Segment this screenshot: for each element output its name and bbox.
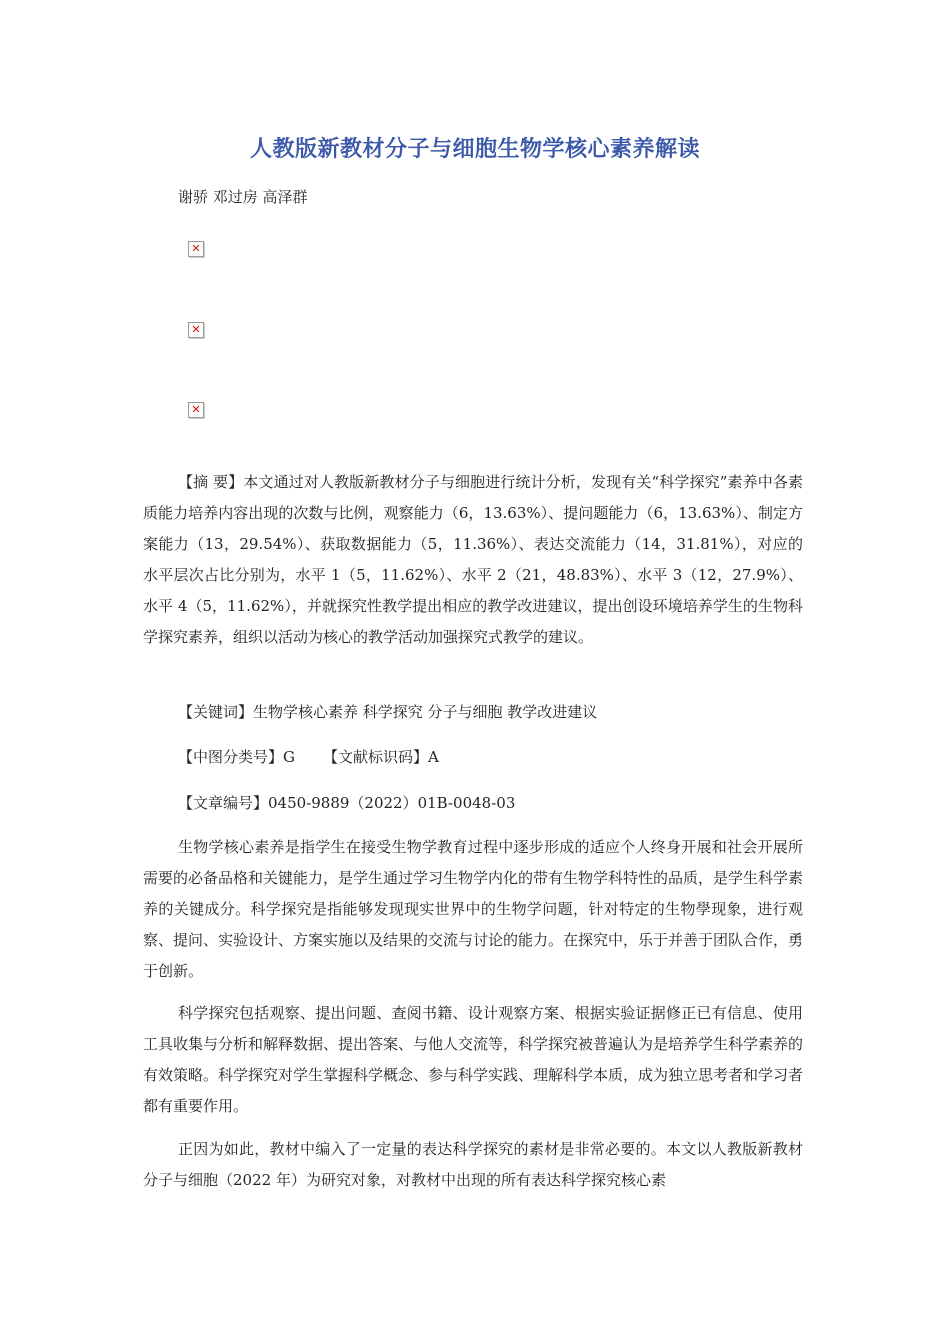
broken-image-icon (188, 322, 204, 338)
body-paragraph: 正因为如此，教材中编入了一定量的表达科学探究的素材是非常必要的。本文以人教版新教材分子与细胞（2022 年）为研究对象，对教材中出现的所有表达科学探究核心素 (143, 1140, 803, 1189)
body-paragraph: 科学探究包括观察、提出问题、查阅书籍、设计观察方案、根据实验证据修正已有信息、使用工具收集与分析和解释数据、提出答案、与他人交流等，科学探究被普遍认为是培养学生科学素养的有效策略。科学探究对学生掌握科学概念、参与科学实践、理解科学本质，成为独立思考者和学习者都有重要作用。 (143, 1004, 804, 1115)
document-code: 【文献标识码】A (322, 748, 439, 766)
clc-number: 【中图分类号】G (178, 748, 295, 766)
broken-image-icon (188, 402, 204, 418)
broken-image-glyph: ✕ (191, 323, 201, 336)
broken-image-glyph: ✕ (191, 242, 201, 255)
abstract-paragraph: 【摘 要】本文通过对人教版新教材分子与细胞进行统计分析，发现有关“科学探究”素养中各素质能力培养内容出现的次数与比例，观察能力（6，13.63%）、提问题能力（6，13.63%）、制定方案能力（13，29.54%）、获取数据能力（5，11.36%）、表达交流能力（14，31.81%），对应的水平层次占比分别为，水平 1（5，11.62%）、水平 2（21，48.83%）、水平 3（12，27.9%）、水平 4（5，11.62%），并就探究性教学提出相应的教学改进建议，提出创设环境培养学生的生物科学探究素养，组织以活动为核心的教学活动加强探究式教学的建议。 (143, 473, 803, 646)
article-authors: 谢骄 邓过房 高泽群 (178, 188, 308, 206)
article-number-line: 【文章编号】0450-9889（2022）01B-0048-03 (178, 794, 516, 812)
broken-image-icon (188, 241, 204, 257)
article-title: 人教版新教材分子与细胞生物学核心素养解读 (249, 137, 700, 162)
body-paragraph: 生物学核心素养是指学生在接受生物学教育过程中逐步形成的适应个人终身开展和社会开展所需要的必备品格和关键能力，是学生通过学习生物学内化的带有生物学科特性的品质，是学生科学素养的关键成分。科学探究是指能够发现现实世界中的生物学问题，针对特定的生物學现象，进行观察、提问、实验设计、方案实施以及结果的交流与讨论的能力。在探究中，乐于并善于团队合作，勇于创新。 (143, 838, 804, 980)
classification-line (143, 742, 803, 773)
keywords-line: 【关键词】生物学核心素养 科学探究 分子与细胞 教学改进建议 (178, 703, 598, 721)
broken-image-glyph: ✕ (191, 403, 201, 416)
